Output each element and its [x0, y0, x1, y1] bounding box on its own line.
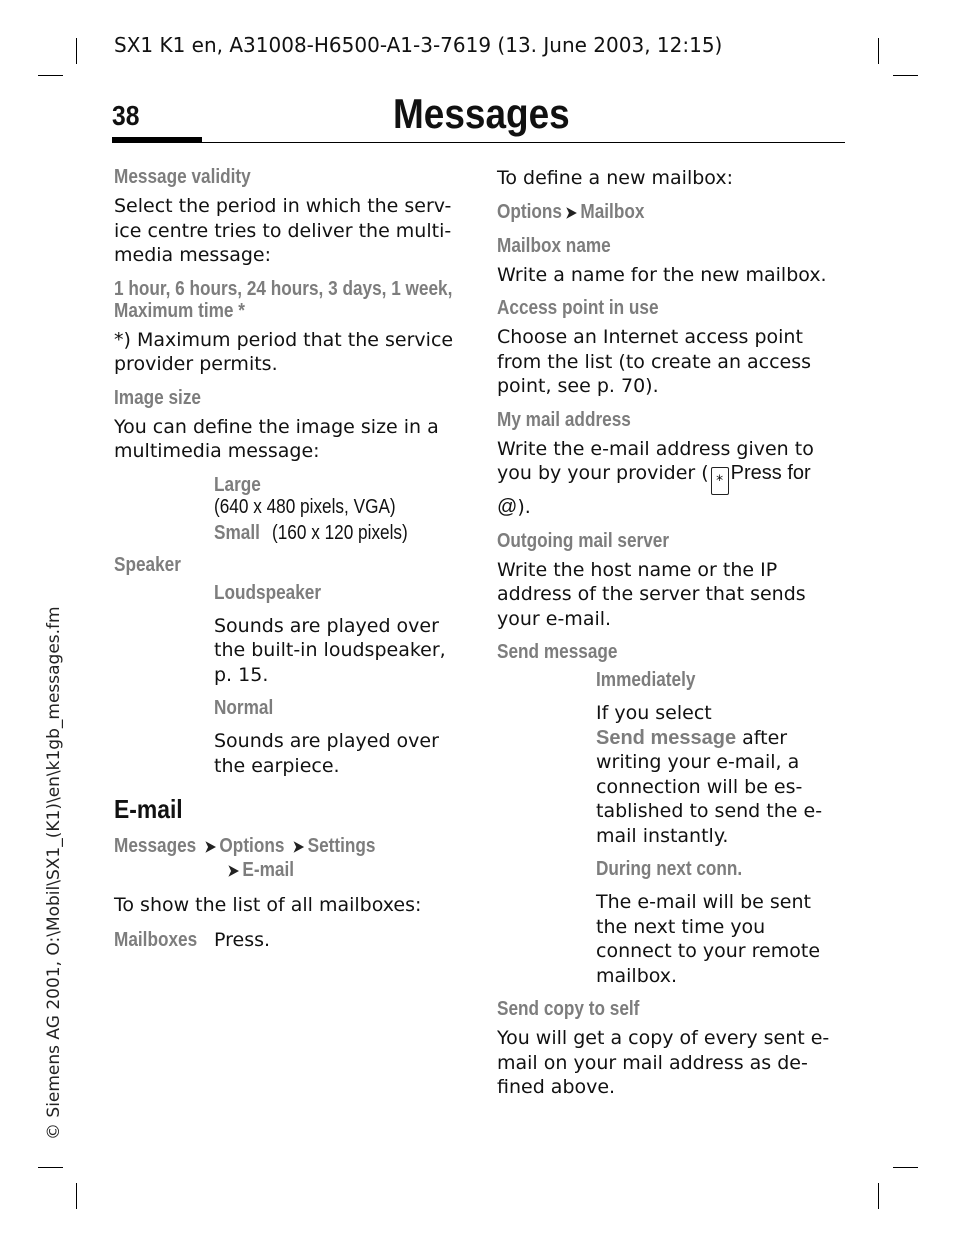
show-list-text: To show the list of all mailboxes:: [114, 894, 422, 916]
crop-mark: [76, 38, 77, 64]
arrow-right-icon: ➤: [204, 839, 216, 856]
normal-label: Normal: [214, 697, 274, 719]
mailbox-name-text: Write a name for the new mailbox.: [497, 263, 827, 286]
right-column: [497, 166, 845, 1100]
normal-text: Sounds are played over the earpiece.: [214, 730, 439, 777]
email-nav-path: [114, 835, 415, 859]
press-for-at: Press for @: [497, 462, 811, 518]
mail-address-text-part: Write the e-mail address given to you by your provider (: [497, 437, 814, 484]
loudspeaker-text: Sounds are played over the built-in loudspeaker, p. 15.: [214, 614, 446, 686]
send-message-options: [596, 669, 845, 988]
crop-mark: [76, 1183, 77, 1209]
image-size-small: [214, 522, 464, 544]
mailboxes-row: [114, 928, 464, 953]
document-meta: SX1 K1 en, A31008-H6500-A1-3-7619 (13. June 2003, 12:15): [114, 33, 723, 57]
immediately-text: [596, 701, 845, 848]
nav-options: Options: [219, 835, 285, 857]
email-nav-path-2: [224, 859, 430, 883]
validity-note: *) Maximum period that the service provider permits.: [114, 328, 454, 375]
outgoing-server-text: Write the host name or the IP address of the server that sends your e-mail.: [497, 558, 806, 630]
star-key-icon: *: [711, 467, 729, 495]
next-conn-label: During next conn.: [596, 858, 743, 880]
define-mailbox-text: To define a new mailbox:: [497, 167, 733, 189]
send-copy-label: Send copy to self: [497, 998, 640, 1020]
large-label: Large: [214, 473, 261, 496]
email-heading: E-mail: [114, 794, 183, 824]
send-message-ref: Send message: [596, 726, 737, 749]
side-copyright: © Siemens AG 2001, O:\Mobil\SX1_(K1)\en\k1gb_messages.fm: [44, 606, 64, 1140]
validity-options: 1 hour, 6 hours, 24 hours, 3 days, 1 week, Maximum time *: [114, 277, 453, 322]
message-validity-text: Select the period in which the serv-ice centre tries to deliver the multi-media message:: [114, 195, 452, 266]
crop-mark: [893, 75, 918, 76]
next-conn-text: The e-mail will be sent the next time you connect to your remote mailbox.: [596, 891, 821, 987]
page-title: Messages: [393, 90, 570, 137]
crop-mark: [38, 1167, 63, 1168]
nav-settings: Settings: [307, 835, 376, 857]
title-rule: [112, 142, 845, 143]
arrow-right-icon: ➤: [292, 839, 305, 856]
immediately-text-end: after writing your e-mail, a connection will be es-tablished to send the e-mail instantly.: [596, 726, 823, 847]
speaker-options: [214, 582, 464, 779]
access-point-label: Access point in use: [497, 297, 659, 319]
mailboxes-action: Press.: [214, 928, 271, 951]
outgoing-server-label: Outgoing mail server: [497, 529, 670, 552]
speaker-label: Speaker: [114, 553, 181, 576]
send-copy-text: You will get a copy of every sent e-mail on your mail address as de-fined above.: [497, 1027, 830, 1098]
image-size-text: You can define the image size in a multimedia message:: [114, 415, 439, 462]
mailboxes-label: Mailboxes: [114, 928, 198, 951]
mail-address-label: My mail address: [497, 408, 631, 431]
mail-address-text: [497, 437, 845, 520]
arrow-right-icon: ➤: [565, 204, 577, 222]
image-size-label: Image size: [114, 386, 202, 409]
nav-messages: Messages: [114, 835, 197, 857]
loudspeaker-label: Loudspeaker: [214, 581, 322, 604]
nav-options: Options: [497, 200, 562, 223]
small-label: Small: [214, 521, 260, 544]
immediately-text-part: If you select: [596, 702, 712, 724]
image-size-large: [214, 474, 464, 518]
crop-mark: [38, 75, 63, 76]
crop-mark: [878, 38, 879, 64]
arrow-right-icon: ➤: [227, 863, 239, 880]
page-number: 38: [112, 100, 140, 131]
crop-mark: [878, 1183, 879, 1209]
nav-mailbox: Mailbox: [580, 200, 645, 223]
crop-mark: [893, 1167, 918, 1168]
access-point-text: Choose an Internet access point from the list (to create an access point, see p. 70).: [497, 326, 812, 397]
left-column: [114, 166, 464, 952]
nav-email: E-mail: [242, 859, 295, 881]
mailbox-name-label: Mailbox name: [497, 234, 611, 257]
large-value: (640 x 480 pixels, VGA): [214, 495, 396, 518]
immediately-label: Immediately: [596, 669, 696, 691]
message-validity-label: Message validity: [114, 166, 251, 188]
send-message-label: Send message: [497, 641, 618, 663]
mail-address-text-end: ).: [517, 496, 531, 518]
mailbox-nav-path: [497, 201, 796, 225]
small-value: (160 x 120 pixels): [272, 521, 409, 544]
